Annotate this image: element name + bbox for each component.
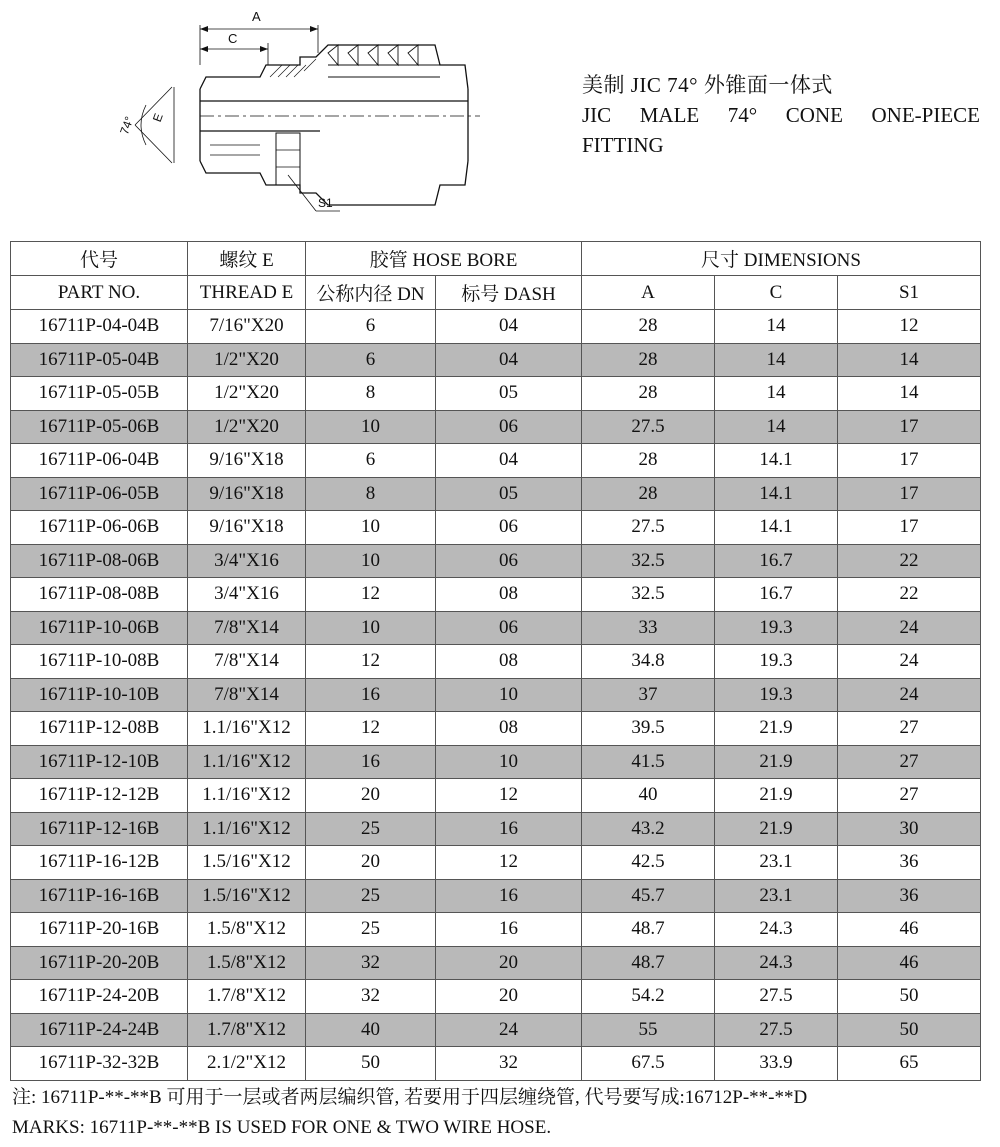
cell-a: 27.5 xyxy=(582,511,715,545)
cell-c: 16.7 xyxy=(715,544,838,578)
cell-c: 24.3 xyxy=(715,946,838,980)
cell-thread: 1/2"X20 xyxy=(188,343,306,377)
table-row xyxy=(11,544,981,578)
table-row xyxy=(11,879,981,913)
cell-s1: 22 xyxy=(838,544,981,578)
cell-dash: 06 xyxy=(436,611,582,645)
cell-a: 43.2 xyxy=(582,812,715,846)
cell-dash: 04 xyxy=(436,444,582,478)
table-row xyxy=(11,980,981,1014)
cell-thread: 2.1/2"X12 xyxy=(188,1047,306,1081)
cell-c: 19.3 xyxy=(715,611,838,645)
note-chinese: 注: 16711P-**-**B 可用于一层或者两层编织管, 若要用于四层缠绕管, 代号要写成:16712P-**-**D xyxy=(12,1087,808,1108)
cell-a: 45.7 xyxy=(582,879,715,913)
cell-dash: 08 xyxy=(436,712,582,746)
cell-thread: 7/8"X14 xyxy=(188,611,306,645)
header-c: C xyxy=(715,276,838,310)
product-title xyxy=(582,70,980,160)
header-dimensions: 尺寸 DIMENSIONS xyxy=(582,242,981,276)
cell-c: 14 xyxy=(715,410,838,444)
table-row xyxy=(11,444,981,478)
cell-dash: 16 xyxy=(436,812,582,846)
table-row xyxy=(11,712,981,746)
cell-s1: 50 xyxy=(838,1013,981,1047)
cell-a: 28 xyxy=(582,377,715,411)
cell-c: 24.3 xyxy=(715,913,838,947)
cell-part-no: 16711P-05-04B xyxy=(11,343,188,377)
fitting-technical-drawing xyxy=(100,5,520,225)
cell-part-no: 16711P-08-06B xyxy=(11,544,188,578)
cell-thread: 1.5/16"X12 xyxy=(188,879,306,913)
cell-dn: 8 xyxy=(306,477,436,511)
cell-c: 33.9 xyxy=(715,1047,838,1081)
cell-dash: 10 xyxy=(436,745,582,779)
cell-s1: 14 xyxy=(838,343,981,377)
cell-part-no: 16711P-12-12B xyxy=(11,779,188,813)
header-s1: S1 xyxy=(838,276,981,310)
cell-c: 14.1 xyxy=(715,511,838,545)
cell-dash: 12 xyxy=(436,846,582,880)
cell-c: 19.3 xyxy=(715,678,838,712)
cell-dn: 12 xyxy=(306,712,436,746)
cell-dash: 06 xyxy=(436,410,582,444)
cell-thread: 1/2"X20 xyxy=(188,410,306,444)
cell-a: 40 xyxy=(582,779,715,813)
cell-s1: 17 xyxy=(838,410,981,444)
cell-dn: 32 xyxy=(306,946,436,980)
cell-a: 28 xyxy=(582,444,715,478)
cell-part-no: 16711P-12-10B xyxy=(11,745,188,779)
cell-dash: 08 xyxy=(436,578,582,612)
title-chinese: 美制 JIC 74° 外锥面一体式 xyxy=(582,73,833,97)
cell-dash: 10 xyxy=(436,678,582,712)
table-row xyxy=(11,946,981,980)
cell-a: 32.5 xyxy=(582,544,715,578)
cell-part-no: 16711P-10-08B xyxy=(11,645,188,679)
cell-dash: 12 xyxy=(436,779,582,813)
cell-thread: 1.1/16"X12 xyxy=(188,712,306,746)
cell-s1: 30 xyxy=(838,812,981,846)
cell-s1: 14 xyxy=(838,377,981,411)
cell-thread: 1.5/8"X12 xyxy=(188,946,306,980)
cell-a: 67.5 xyxy=(582,1047,715,1081)
cell-c: 21.9 xyxy=(715,745,838,779)
cell-dn: 16 xyxy=(306,745,436,779)
cell-part-no: 16711P-24-20B xyxy=(11,980,188,1014)
cell-thread: 9/16"X18 xyxy=(188,477,306,511)
cell-dash: 24 xyxy=(436,1013,582,1047)
dimension-c-label: C xyxy=(228,31,238,46)
cell-dn: 10 xyxy=(306,544,436,578)
note-english: MARKS: 16711P-**-**B IS USED FOR ONE & TWO WIRE HOSE. xyxy=(12,1117,552,1138)
cell-c: 23.1 xyxy=(715,879,838,913)
cell-part-no: 16711P-16-12B xyxy=(11,846,188,880)
cell-dash: 06 xyxy=(436,544,582,578)
table-row xyxy=(11,578,981,612)
cell-a: 39.5 xyxy=(582,712,715,746)
cell-a: 27.5 xyxy=(582,410,715,444)
header-row-chinese xyxy=(11,242,981,276)
cell-dash: 06 xyxy=(436,511,582,545)
dimension-s1-label: S1 xyxy=(318,196,333,210)
cell-dn: 6 xyxy=(306,310,436,344)
header-code: 代号 xyxy=(11,242,188,276)
title-english-line2: FITTING xyxy=(582,133,664,157)
cell-dn: 6 xyxy=(306,343,436,377)
cell-s1: 36 xyxy=(838,879,981,913)
cell-c: 21.9 xyxy=(715,712,838,746)
cell-s1: 27 xyxy=(838,779,981,813)
cell-dash: 05 xyxy=(436,377,582,411)
cell-s1: 24 xyxy=(838,645,981,679)
cell-c: 14 xyxy=(715,310,838,344)
cell-dn: 20 xyxy=(306,779,436,813)
cell-c: 16.7 xyxy=(715,578,838,612)
cell-part-no: 16711P-06-05B xyxy=(11,477,188,511)
cell-a: 54.2 xyxy=(582,980,715,1014)
table-row xyxy=(11,846,981,880)
cell-a: 34.8 xyxy=(582,645,715,679)
cell-a: 55 xyxy=(582,1013,715,1047)
cell-s1: 36 xyxy=(838,846,981,880)
header-row-english xyxy=(11,276,981,310)
table-row xyxy=(11,1013,981,1047)
dimension-e-label: E xyxy=(149,111,166,124)
cell-thread: 7/8"X14 xyxy=(188,645,306,679)
cell-dn: 25 xyxy=(306,812,436,846)
dimensions-table xyxy=(10,241,981,1081)
cell-a: 28 xyxy=(582,343,715,377)
table-row xyxy=(11,645,981,679)
table-row xyxy=(11,511,981,545)
table-row xyxy=(11,913,981,947)
cell-dash: 20 xyxy=(436,980,582,1014)
table-row xyxy=(11,678,981,712)
table-row xyxy=(11,779,981,813)
cell-part-no: 16711P-06-04B xyxy=(11,444,188,478)
title-english-line1: JIC MALE 74° CONE ONE-PIECE xyxy=(582,103,980,127)
cell-dash: 16 xyxy=(436,879,582,913)
cell-s1: 50 xyxy=(838,980,981,1014)
cell-part-no: 16711P-10-06B xyxy=(11,611,188,645)
cell-part-no: 16711P-12-16B xyxy=(11,812,188,846)
cell-s1: 17 xyxy=(838,511,981,545)
cell-s1: 65 xyxy=(838,1047,981,1081)
cell-s1: 22 xyxy=(838,578,981,612)
header-thread-cn: 螺纹 E xyxy=(188,242,306,276)
cell-part-no: 16711P-20-20B xyxy=(11,946,188,980)
cell-thread: 7/16"X20 xyxy=(188,310,306,344)
cell-part-no: 16711P-08-08B xyxy=(11,578,188,612)
cell-dash: 16 xyxy=(436,913,582,947)
cell-s1: 12 xyxy=(838,310,981,344)
cell-dn: 16 xyxy=(306,678,436,712)
cell-thread: 3/4"X16 xyxy=(188,578,306,612)
table-row xyxy=(11,410,981,444)
table-row xyxy=(11,310,981,344)
cell-thread: 1.1/16"X12 xyxy=(188,745,306,779)
cell-dash: 04 xyxy=(436,343,582,377)
cell-part-no: 16711P-12-08B xyxy=(11,712,188,746)
cell-dn: 40 xyxy=(306,1013,436,1047)
cell-c: 27.5 xyxy=(715,1013,838,1047)
cell-part-no: 16711P-05-05B xyxy=(11,377,188,411)
cell-c: 21.9 xyxy=(715,779,838,813)
cell-s1: 17 xyxy=(838,444,981,478)
header-a: A xyxy=(582,276,715,310)
cell-c: 27.5 xyxy=(715,980,838,1014)
cell-a: 28 xyxy=(582,477,715,511)
table-row xyxy=(11,745,981,779)
cell-part-no: 16711P-04-04B xyxy=(11,310,188,344)
cell-a: 48.7 xyxy=(582,946,715,980)
table-row xyxy=(11,1047,981,1081)
header-hose-bore: 胶管 HOSE BORE xyxy=(306,242,582,276)
cell-dash: 32 xyxy=(436,1047,582,1081)
cone-angle-label: 74° xyxy=(117,114,137,137)
cell-s1: 17 xyxy=(838,477,981,511)
header-thread-en: THREAD E xyxy=(188,276,306,310)
cell-dn: 10 xyxy=(306,410,436,444)
cell-c: 14.1 xyxy=(715,477,838,511)
table-row xyxy=(11,812,981,846)
table-row xyxy=(11,477,981,511)
cell-c: 14.1 xyxy=(715,444,838,478)
cell-dash: 05 xyxy=(436,477,582,511)
cell-thread: 1.1/16"X12 xyxy=(188,779,306,813)
cell-dn: 25 xyxy=(306,879,436,913)
header-dn: 公称内径 DN xyxy=(306,276,436,310)
cell-dn: 6 xyxy=(306,444,436,478)
cell-part-no: 16711P-24-24B xyxy=(11,1013,188,1047)
cell-thread: 1.5/16"X12 xyxy=(188,846,306,880)
cell-a: 48.7 xyxy=(582,913,715,947)
header-part-no: PART NO. xyxy=(11,276,188,310)
cell-a: 33 xyxy=(582,611,715,645)
cell-s1: 27 xyxy=(838,712,981,746)
table-row xyxy=(11,377,981,411)
cell-dn: 12 xyxy=(306,578,436,612)
cell-part-no: 16711P-32-32B xyxy=(11,1047,188,1081)
cell-thread: 3/4"X16 xyxy=(188,544,306,578)
cell-thread: 7/8"X14 xyxy=(188,678,306,712)
table-row xyxy=(11,343,981,377)
cell-thread: 9/16"X18 xyxy=(188,511,306,545)
cell-a: 41.5 xyxy=(582,745,715,779)
cell-a: 37 xyxy=(582,678,715,712)
cell-s1: 24 xyxy=(838,678,981,712)
cell-c: 21.9 xyxy=(715,812,838,846)
cell-dash: 20 xyxy=(436,946,582,980)
cell-s1: 27 xyxy=(838,745,981,779)
cell-s1: 46 xyxy=(838,913,981,947)
cell-s1: 24 xyxy=(838,611,981,645)
cell-thread: 1/2"X20 xyxy=(188,377,306,411)
cell-dn: 25 xyxy=(306,913,436,947)
cell-a: 28 xyxy=(582,310,715,344)
cell-dash: 08 xyxy=(436,645,582,679)
cell-part-no: 16711P-10-10B xyxy=(11,678,188,712)
cell-dn: 10 xyxy=(306,511,436,545)
cell-a: 42.5 xyxy=(582,846,715,880)
dimension-a-label: A xyxy=(252,9,261,24)
cell-dash: 04 xyxy=(436,310,582,344)
cell-dn: 50 xyxy=(306,1047,436,1081)
header-dash: 标号 DASH xyxy=(436,276,582,310)
cell-s1: 46 xyxy=(838,946,981,980)
cell-thread: 1.7/8"X12 xyxy=(188,980,306,1014)
cell-c: 19.3 xyxy=(715,645,838,679)
cell-dn: 10 xyxy=(306,611,436,645)
cell-part-no: 16711P-05-06B xyxy=(11,410,188,444)
cell-thread: 1.5/8"X12 xyxy=(188,913,306,947)
cell-dn: 12 xyxy=(306,645,436,679)
cell-part-no: 16711P-06-06B xyxy=(11,511,188,545)
cell-c: 14 xyxy=(715,377,838,411)
cell-c: 23.1 xyxy=(715,846,838,880)
notes xyxy=(12,1083,807,1143)
table-row xyxy=(11,611,981,645)
cell-part-no: 16711P-16-16B xyxy=(11,879,188,913)
cell-dn: 20 xyxy=(306,846,436,880)
cell-dn: 32 xyxy=(306,980,436,1014)
cell-thread: 1.7/8"X12 xyxy=(188,1013,306,1047)
cell-a: 32.5 xyxy=(582,578,715,612)
cell-part-no: 16711P-20-16B xyxy=(11,913,188,947)
cell-thread: 1.1/16"X12 xyxy=(188,812,306,846)
cell-dn: 8 xyxy=(306,377,436,411)
cell-c: 14 xyxy=(715,343,838,377)
cell-thread: 9/16"X18 xyxy=(188,444,306,478)
